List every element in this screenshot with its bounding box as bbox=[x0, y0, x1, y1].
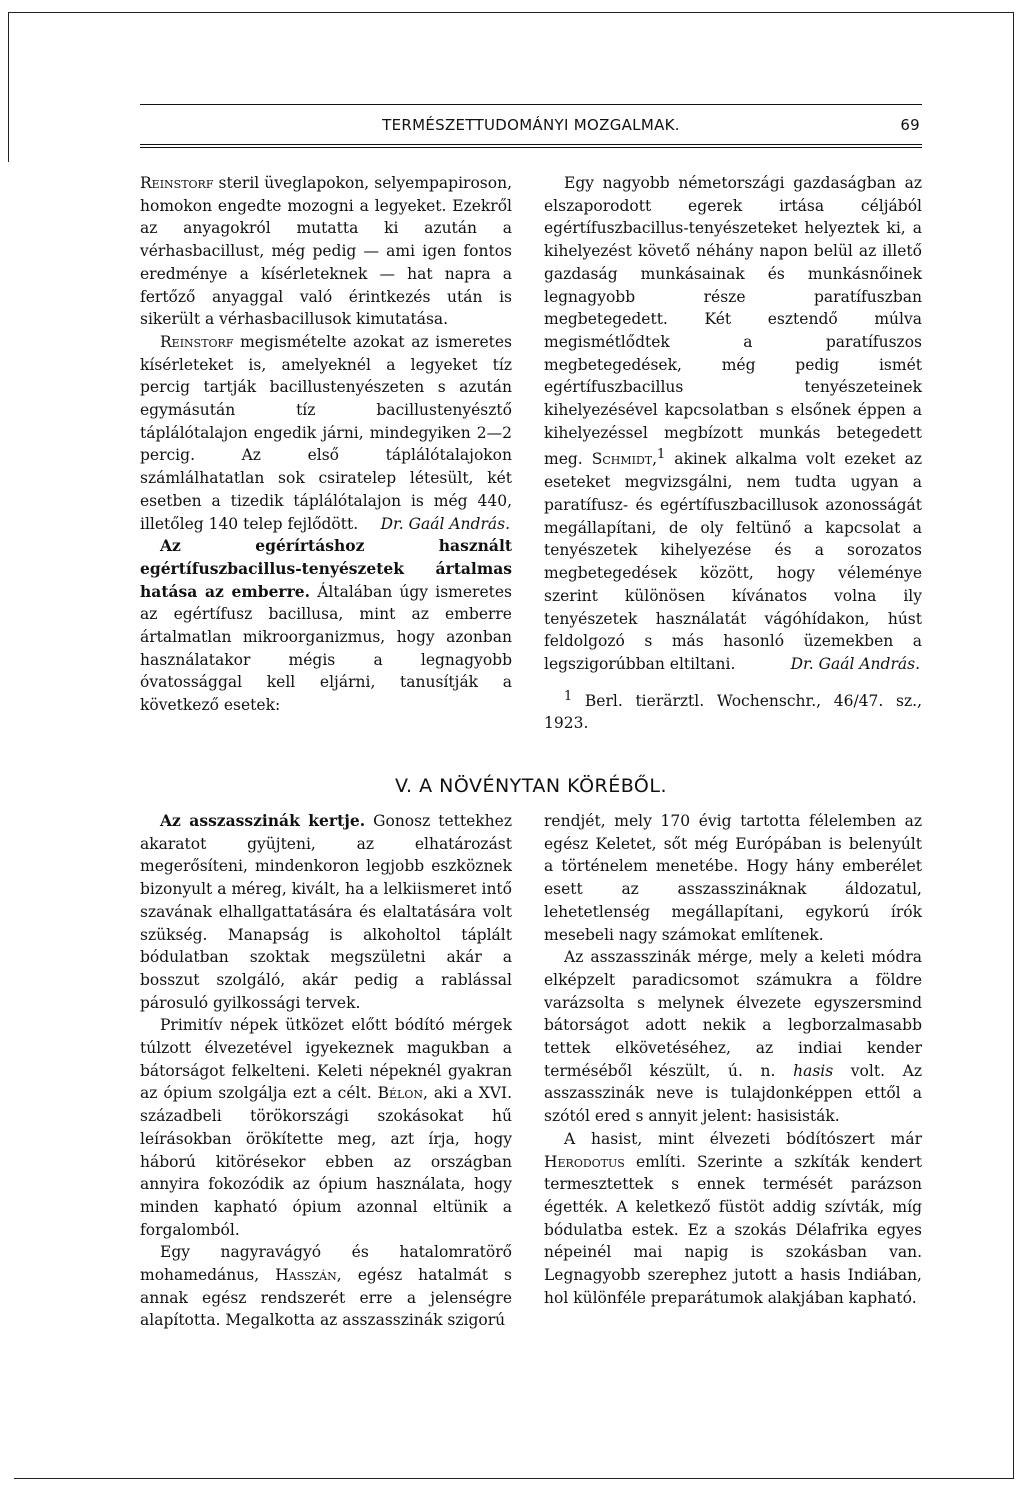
paragraph-text: egész hatalmát s annak egész rendszerét erre a jelenségre alapította. Megalkotta az asszasszinák szigorú bbox=[140, 1266, 512, 1330]
footnote bbox=[544, 686, 922, 736]
italic-term: hasis bbox=[793, 1061, 834, 1080]
paragraph-text: említi. Szerinte a szkíták kendert termesztettek s ennek termését parázson égették. A keletkező füstöt addig szívták, míg bódulatba estek. Ez a szokás Délafrika egyes népeinél mai napig is szokásban van. Legnagyobb szerephez jutott a hasis Indiában, hol különféle preparátumok alakjában kapható. bbox=[544, 1152, 922, 1307]
footnote-marker: 1 bbox=[564, 688, 573, 704]
paragraph bbox=[140, 331, 512, 535]
paragraph-text: Gonosz tettekhez akaratot gyüjteni, az elhatározást megerősíteni, mindenkoron legjobb eszköznek bizonyult a méreg, kivált, ha a lelkiismeret intő szavának elhallgattatására és elaltatására volt szükség. Manapság is alkoholtol táplált bódulatban szoktak megszületni akár a bosszut szolgáló, akár pedig a rablással párosuló gyilkossági tervek. bbox=[140, 812, 513, 1012]
author-name: Herodotus bbox=[544, 1152, 625, 1171]
page-frame-left bbox=[8, 12, 9, 162]
header-rule-bottom bbox=[140, 144, 922, 145]
author-name: Reinstorf bbox=[140, 174, 214, 192]
section-title: V. A NÖVÉNYTAN KÖRÉBŐL. bbox=[394, 775, 668, 797]
paragraph bbox=[544, 810, 922, 946]
paragraph-text: Primitív népek ütközet előtt bódító mérgek túlzott élvezetével igyekeznek magukban a bátorságot felkelteni. Keleti népeknél gyakran az ópium szolgálja ezt a célt. bbox=[140, 1016, 512, 1103]
signature: Dr. Gaál András. bbox=[790, 654, 920, 673]
running-header bbox=[140, 116, 922, 140]
paragraph-text: volt. Az asszasszinák neve is tulajdonképpen ettől a szótól ered s annyit jelent: hasisisták. bbox=[544, 1061, 922, 1126]
footnote-text: Berl. tierärztl. Wochenschr., 46/47. sz., 1923. bbox=[544, 691, 922, 733]
paragraph-text: aki a XVI. századbeli törökországi szokásokat hű leírásokban örökítette meg, azt írja, hogy háború kitörésekor ebben az országban annyira fokozódik az ópium használata, hogy minden kapható ópium azonnal eltünik a forgalomból. bbox=[140, 1084, 512, 1239]
signature: Dr. Gaál András. bbox=[380, 514, 510, 533]
article-title: Az egérírtáshoz használt egértífuszbacillus-tenyészetek ártalmas hatása az emberre. bbox=[140, 536, 512, 601]
paragraph-text: Általában úgy ismeretes az egértífusz bacillusa, mint az emberre ártalmatlan mikroorganizmus, hogy azonban használatakor mégis a legnagyobb óvatossággal kell eljárni, tanusítják a következő esetek: bbox=[140, 582, 512, 715]
running-title: TERMÉSZETTUDOMÁNYI MOZGALMAK. bbox=[382, 116, 680, 134]
page-frame-right bbox=[1013, 12, 1014, 1478]
lower-left-column bbox=[140, 810, 512, 1332]
header-rule-double bbox=[140, 147, 922, 148]
upper-right-column bbox=[544, 172, 922, 735]
author-name: Schmidt, bbox=[591, 450, 658, 469]
page-frame-bottom bbox=[14, 1478, 1014, 1479]
paragraph bbox=[140, 810, 512, 1014]
paragraph bbox=[140, 172, 512, 331]
page-number: 69 bbox=[900, 116, 920, 134]
paragraph bbox=[140, 1014, 512, 1241]
paragraph-text: akinek alkalma volt ezeket az eseteket megvizsgálni, nem tudta ugyan a paratífusz- és egértífuszbacillusok azonosságát megállapítani, de oly feltünő a kapcsolat a tenyészetek kihelyezése és a sorozatos megbetegedések között, hogy véleménye szerint különösen kívánatos volna ily tenyészetek használatát vágóhídakon, húst feldolgozó s más hasonló üzemekben a legszigorúbban eltiltani. bbox=[544, 450, 922, 673]
paragraph bbox=[140, 535, 512, 717]
paragraph-text: Egy nagyravágyó és hatalomratörő mohamedánus, bbox=[140, 1243, 512, 1285]
lower-right-column bbox=[544, 810, 922, 1309]
paragraph-text: steril üveglapokon, selyempapiroson, homokon engedte mozogni a legyeket. Ezekről az anyagokról mutatta ki azután a vérhasbacillust, még pedig — ami igen fontos eredménye a kísérleteknek — hat napra a fertőző anyaggal való érintkezés után is sikerült a vérhasbacillusok kimutatása. bbox=[140, 174, 512, 329]
author-name: Hasszán, bbox=[275, 1266, 342, 1285]
paragraph bbox=[544, 1128, 922, 1310]
author-name: Reinstorf bbox=[160, 332, 234, 351]
paragraph bbox=[140, 1241, 512, 1332]
header-rule-top bbox=[140, 104, 922, 105]
author-name: Bélon, bbox=[377, 1084, 428, 1103]
article-title: Az asszasszinák kertje. bbox=[160, 811, 366, 830]
paragraph bbox=[544, 946, 922, 1128]
paragraph-text: megismételte azokat az ismeretes kísérleteket is, amelyeknél a legyeket tíz percig tartják bacillustenyészeten s azután egymásután tíz bacillustenyésztő táplálótalajon engedik járni, mindegyiken 2—2 percig. Az első táplálótalajokon számlálhatatlan sok csiratelep létesült, két esetben a tizedik táplálótalajon is még 440, illetőleg 140 telep fejlődött. bbox=[140, 332, 512, 533]
footnote-marker: 1 bbox=[657, 447, 666, 463]
paragraph-text: Az asszasszinák mérge, mely a keleti módra elképzelt paradicsomot számukra a földre varázsolta s melynek élvezete egyszersmind bátorságot adott nekik a legborzalmasabb tettek elkövetéséhez, az indiai kender terméséből készült, ú. n. bbox=[544, 948, 922, 1080]
paragraph bbox=[544, 172, 922, 676]
paragraph-text: rendjét, mely 170 évig tartotta félelemben az egész Keletet, sőt még Európában is belenyúlt a történelem menetébe. Hogy hány emberélet esett az asszasszináknak áldozatul, lehetetlenség megállapítani, egykorú írók mesebeli nagy számokat említenek. bbox=[544, 812, 922, 944]
paragraph-text: A hasist, mint élvezeti bódítószert már bbox=[564, 1129, 922, 1148]
upper-left-column bbox=[140, 172, 512, 717]
page-frame-top bbox=[8, 12, 1014, 13]
paragraph-text: Egy nagyobb németországi gazdaságban az elszaporodott egerek irtása céljából egértífuszbacillus-tenyészeteket helyeztek ki, a kihelyezést követő néhány napon belül az illető gazdaság munkásainak és munkásnőinek legnagyobb része paratífuszban megbetegedett. Két esztendő múlva megismétlődtek a paratífuszos megbetegedések, még pedig ismét egértífuszbacillus tenyészeteinek kihelyezésével kapcsolatban s elsőnek éppen a kihelyezéssel megbízott munkás betegedett meg. bbox=[544, 174, 922, 469]
